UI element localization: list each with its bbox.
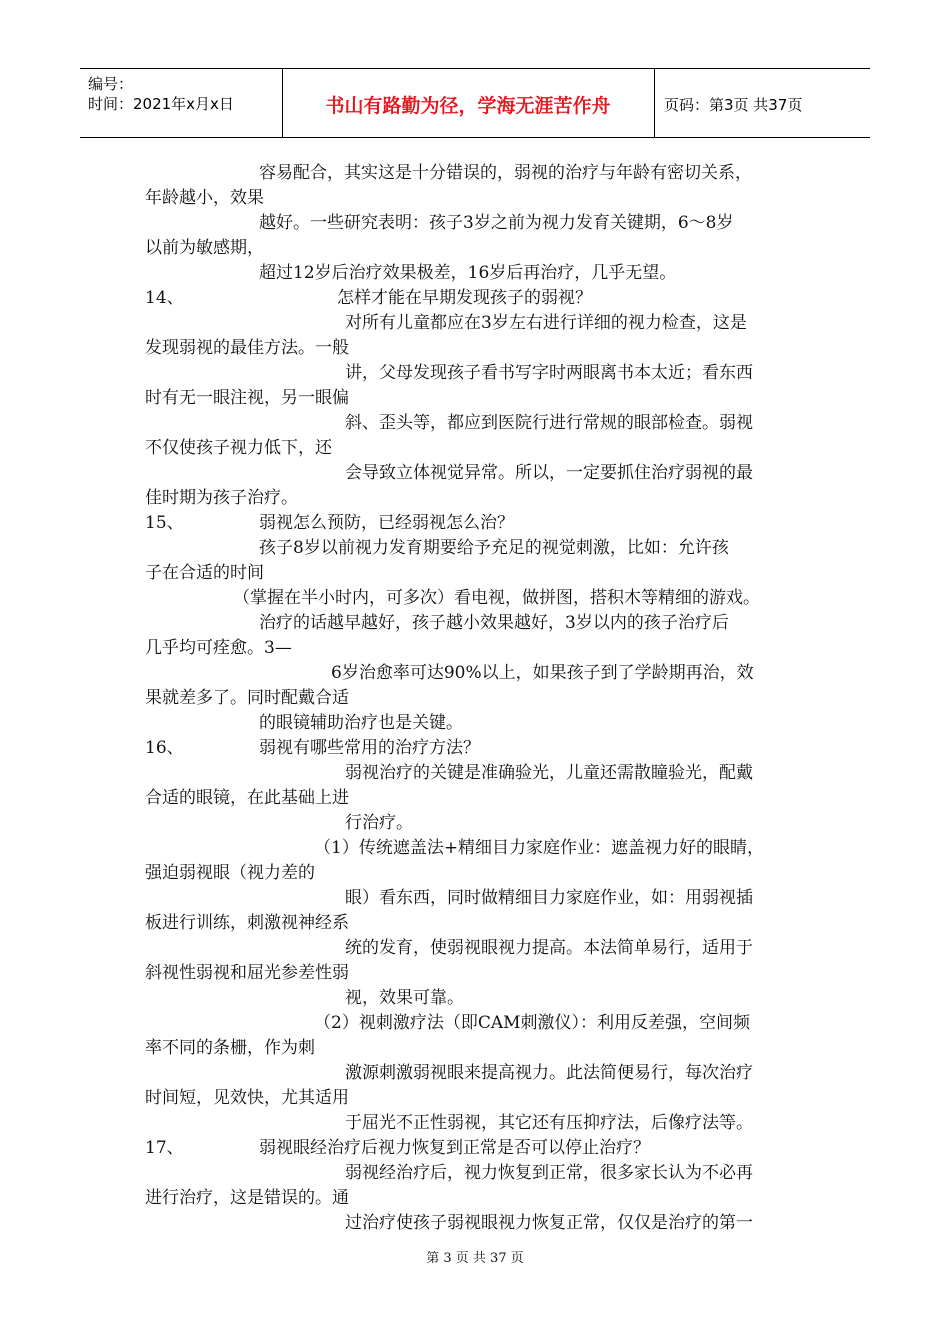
- body-line: 佳时期为孩子治疗。: [145, 488, 298, 508]
- body-line: 对所有儿童都应在3岁左右进行详细的视力检查，这是: [345, 313, 747, 333]
- question-number: 14、: [145, 288, 184, 308]
- body-line: 越好。一些研究表明：孩子3岁之前为视力发育关键期，6～8岁: [259, 213, 734, 233]
- body-line: 于屈光不正性弱视，其它还有压抑疗法，后像疗法等。: [345, 1113, 753, 1133]
- header-page-info: 页码：第3页 共37页: [664, 96, 803, 114]
- header-motto: 书山有路勤为径，学海无涯苦作舟: [325, 95, 611, 117]
- question-title: 弱视怎么预防，已经弱视怎么治？: [259, 513, 514, 533]
- question-number: 15、: [145, 513, 184, 533]
- body-line: 斜视性弱视和屈光参差性弱: [145, 963, 349, 983]
- body-line: 时有无一眼注视，另一眼偏: [145, 388, 349, 408]
- question-title: 怎样才能在早期发现孩子的弱视？: [337, 288, 592, 308]
- body-line: 时间短，见效快，尤其适用: [145, 1088, 349, 1108]
- body-line: （1）传统遮盖法+精细目力家庭作业：遮盖视力好的眼睛，: [314, 838, 765, 858]
- body-line: 果就差多了。同时配戴合适: [145, 688, 349, 708]
- body-line: 斜、歪头等，都应到医院行进行常规的眼部检查。弱视: [345, 413, 753, 433]
- body-line: 视，效果可靠。: [345, 988, 464, 1008]
- header-meta: [88, 74, 278, 114]
- document-number-label: 编号：: [88, 75, 134, 93]
- body-line: 板进行训练，刺激视神经系: [145, 913, 349, 933]
- body-line: 率不同的条栅，作为刺: [145, 1038, 315, 1058]
- body-line: 以前为敏感期，: [145, 238, 264, 258]
- body-line: 的眼镜辅助治疗也是关键。: [259, 713, 463, 733]
- body-line: 强迫弱视眼（视力差的: [145, 863, 315, 883]
- body-line: 过治疗使孩子弱视眼视力恢复正常，仅仅是治疗的第一: [345, 1213, 753, 1233]
- body-line: 行治疗。: [345, 813, 413, 833]
- body-line: 子在合适的时间: [145, 563, 264, 583]
- body-line: 会导致立体视觉异常。所以，一定要抓住治疗弱视的最: [345, 463, 753, 483]
- body-line: 激源刺激弱视眼来提高视力。此法简便易行，每次治疗: [345, 1063, 753, 1083]
- body-line: 治疗的话越早越好，孩子越小效果越好，3岁以内的孩子治疗后: [259, 613, 729, 633]
- body-line: 6岁治愈率可达90%以上，如果孩子到了学龄期再治，效: [331, 663, 754, 683]
- body-line: 不仅使孩子视力低下，还: [145, 438, 332, 458]
- body-line: （2）视刺激疗法（即CAM刺激仪）：利用反差强，空间频: [314, 1013, 751, 1033]
- question-number: 17、: [145, 1138, 184, 1158]
- header-divider: [654, 69, 655, 137]
- body-line: 眼）看东西，同时做精细目力家庭作业，如：用弱视插: [345, 888, 753, 908]
- body-line: 讲，父母发现孩子看书写字时两眼离书本太近；看东西: [345, 363, 753, 383]
- question-number: 16、: [145, 738, 184, 758]
- document-date: 时间：2021年x月x日: [88, 95, 234, 113]
- question-title: 弱视眼经治疗后视力恢复到正常是否可以停止治疗？: [259, 1138, 650, 1158]
- page-header: [80, 68, 870, 138]
- body-line: 发现弱视的最佳方法。一般: [145, 338, 349, 358]
- body-line: 容易配合，其实这是十分错误的，弱视的治疗与年龄有密切关系，: [259, 163, 752, 183]
- body-line: （掌握在半小时内，可多次）看电视，做拼图，搭积木等精细的游戏。: [233, 588, 760, 608]
- body-line: 进行治疗，这是错误的。通: [145, 1188, 349, 1208]
- body-line: 统的发育，使弱视眼视力提高。本法简单易行，适用于: [345, 938, 753, 958]
- body-line: 弱视经治疗后，视力恢复到正常，很多家长认为不必再: [345, 1163, 753, 1183]
- body-line: 年龄越小，效果: [145, 188, 264, 208]
- body-line: 几乎均可痊愈。3—: [145, 638, 292, 658]
- body-line: 孩子8岁以前视力发育期要给予充足的视觉刺激，比如：允许孩: [259, 538, 729, 558]
- page-footer: 第 3 页 共 37 页: [426, 1251, 524, 1266]
- body-line: 弱视治疗的关键是准确验光，儿童还需散瞳验光，配戴: [345, 763, 753, 783]
- question-title: 弱视有哪些常用的治疗方法？: [259, 738, 480, 758]
- body-line: 超过12岁后治疗效果极差，16岁后再治疗，几乎无望。: [259, 263, 677, 283]
- body-line: 合适的眼镜，在此基础上进: [145, 788, 349, 808]
